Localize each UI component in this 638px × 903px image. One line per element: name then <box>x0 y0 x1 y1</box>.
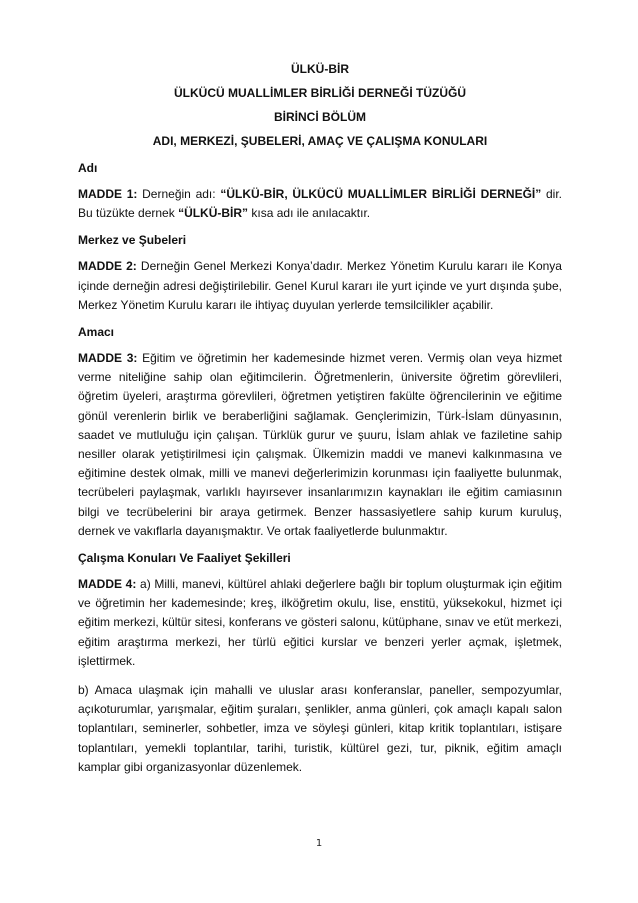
article-text: Derneğin Genel Merkezi Konya’dadır. Merkez Yönetim Kurulu kararı ile Konya içinde derneğin adresi değiştirilebilir. Genel Kurul kararı ile yurt içinde ve yurt dışında şube, Merkez Yönetim Kurulu kararı ile ihtiyaç duyulan yerlerde temsilcilikler açabilir. <box>78 259 562 312</box>
page-number: 1 <box>315 838 323 849</box>
org-short-title: ÜLKÜ-BİR <box>291 62 349 76</box>
article-label: MADDE 3: <box>78 351 138 366</box>
article-text: Derneğin adı: <box>137 187 221 201</box>
article-4a <box>78 575 562 671</box>
section-heading-amac: Amacı <box>78 325 115 340</box>
article-text: a) Milli, manevi, kültürel ahlaki değerlere bağlı bir toplum oluşturmak için eğitim ve öğretimin her kademesinde; kreş, ilköğretim okulu, lise, enstitü, yüksekokul, hizmet içi eğitim merkezi, kültür sitesi, konferans ve gösteri salonu, kütüphane, sınav ve etüt merkezi, eğitim araştırma merkezi, her türlü eğitici kurslar ve benzeri yerler açmak, işletmek, işlettirmek. <box>78 577 562 668</box>
article-label: MADDE 4: <box>78 577 137 592</box>
section-heading-merkez: Merkez ve Şubeleri <box>78 233 187 248</box>
section-heading-calisma: Çalışma Konuları Ve Faaliyet Şekilleri <box>78 551 291 566</box>
article-2 <box>78 257 562 315</box>
article-text: Eğitim ve öğretimin her kademesinde hizmet veren. Vermiş olan veya hizmet verme niteliğine sahip olan eğitimcilerin. Öğretmenlerin, üniversite öğretim görevlileri, öğretim üyeleri, araştırma görevlileri, öğretmen yetiştiren fakülte öğrencilerinin ve eğitime gönül verenlerin birlik ve beraberliğini sağlamak. Gençlerimizin, Türk-İslam dünyasının, saadet ve mutluluğu için çalışan. Türklük gurur ve şuuru, İslam ahlak ve faziletine sahip nesiller olarak yetiştirilmesi için çalışmak. Ülkemizin maddi ve manevi kalkınmasına ve eğitimine destek olmak, milli ve manevi değerlerimizin korunması için faaliyette bulunmak, tecrübeleri paylaşmak, varlıklı hayırsever insanlarımızın kaynakları ile eğitim camiasının bilgi ve tecrübelerini bir araya getirmek. Benzer hassasiyetlere sahip kurum kuruluş, dernek ve vakıflarla dayanışmaktır. Ve ortak faaliyetlerde bulunmaktır. <box>78 351 562 538</box>
article-1 <box>78 185 562 223</box>
article-text: dir. Bu tüzükte dernek <box>78 187 562 221</box>
part-title: BİRİNCİ BÖLÜM <box>274 110 366 124</box>
part-subtitle: ADI, MERKEZİ, ŞUBELERİ, AMAÇ VE ÇALIŞMA KONULARI <box>152 134 488 148</box>
article-3 <box>78 349 562 541</box>
article-4b: b) Amaca ulaşmak için mahalli ve uluslar arası konferanslar, paneller, sempozyumlar, açıkoturumlar, yarışmalar, eğitim şuraları, şenlikler, anma günleri, çok amaçlı kapalı salon toplantıları, seminerler, sohbetler, imza ve söyleşi günleri, kitap kritik toplantıları, istişare toplantıları, yemekli toplantılar, tarihi, turistik, kültürel gezi, tur, piknik, eğitim amaçlı kamplar gibi organizasyonlar düzenlemek. <box>78 683 562 774</box>
document-title: ÜLKÜCÜ MUALLİMLER BİRLİĞİ DERNEĞİ TÜZÜĞÜ <box>174 86 466 100</box>
association-name: “ÜLKÜ-BİR, ÜLKÜCÜ MUALLİMLER BİRLİĞİ DERNEĞİ” <box>220 187 542 201</box>
document-page <box>78 62 562 777</box>
section-heading-adi: Adı <box>78 161 98 175</box>
association-short-name: “ÜLKÜ-BİR” <box>178 206 249 221</box>
article-label: MADDE 2: <box>78 259 137 274</box>
article-text: kısa adı ile anılacaktır. <box>248 206 371 221</box>
article-label: MADDE 1: <box>78 187 138 201</box>
